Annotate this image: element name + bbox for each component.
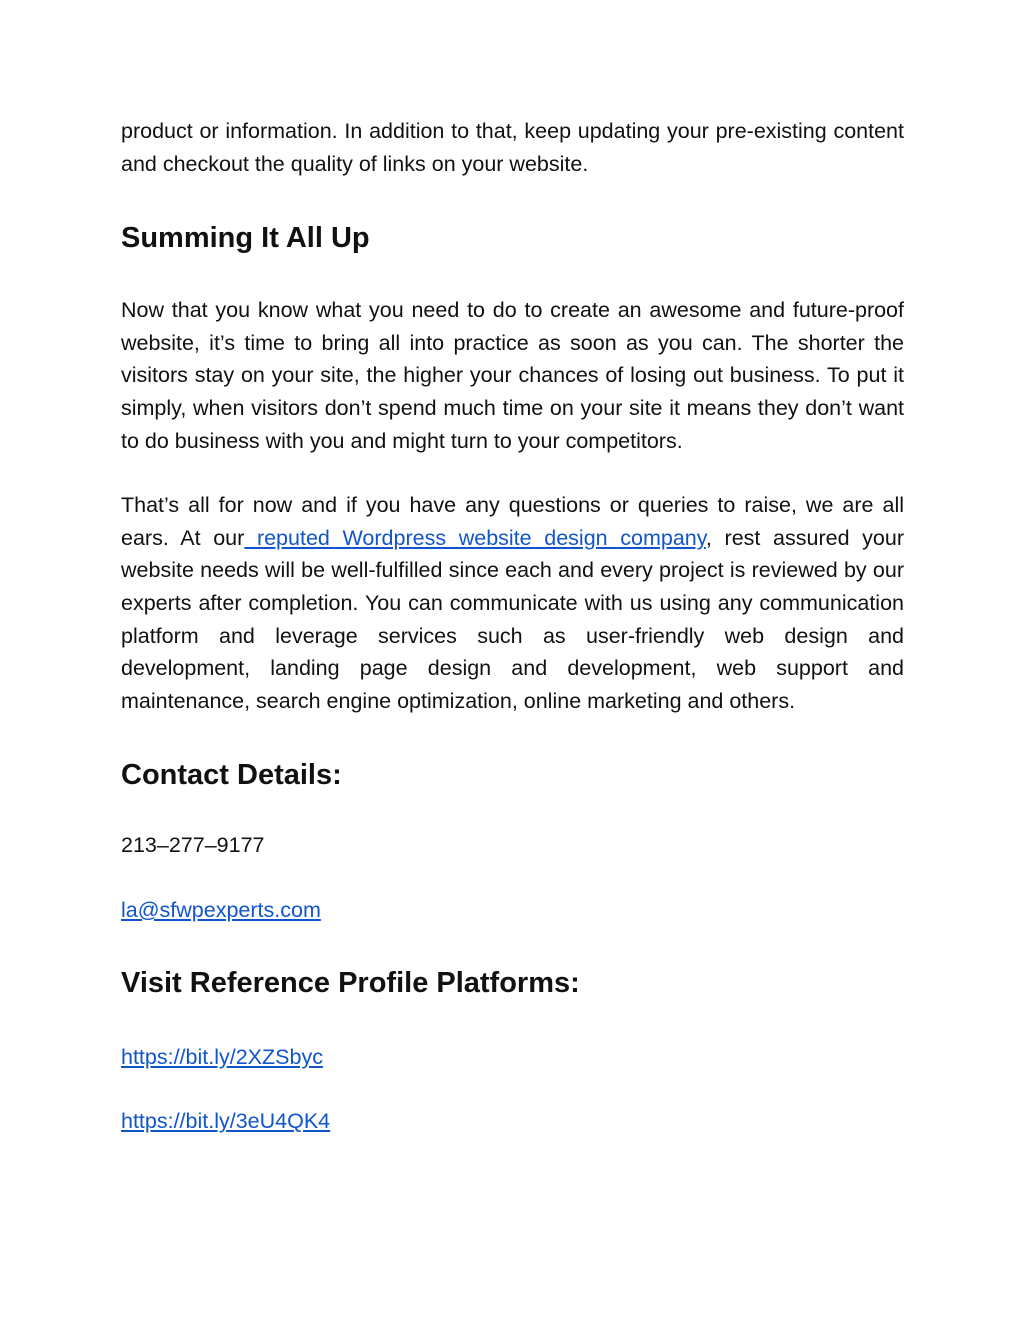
document-page — [121, 115, 904, 1138]
contact-email-link[interactable]: la@sfwpexperts.com — [121, 897, 321, 922]
thats-all-before-text: That’s all for now and if you have any questions or queries to raise, we are all ears. At our — [121, 493, 904, 550]
platforms-heading: Visit Reference Profile Platforms: — [121, 966, 580, 999]
company-link[interactable] — [244, 526, 706, 550]
thats-all-paragraph — [121, 489, 904, 717]
platform-link-line-1 — [121, 1041, 904, 1074]
summing-heading: Summing It All Up — [121, 222, 370, 255]
intro-paragraph: product or information. In addition to that, keep updating your pre-existing content and checkout the quality of links on your website. — [121, 119, 904, 176]
platform-link-line-2 — [121, 1105, 904, 1138]
summing-paragraph: Now that you know what you need to do to create an awesome and future-proof website, it’s time to bring all into practice as soon as you can. The shorter the visitors stay on your site, the higher your chances of losing out business. To put it simply, when visitors don’t spend much time on your site it means they don’t want to do business with you and might turn to your competitors. — [121, 298, 904, 453]
platform-link-2[interactable]: https://bit.ly/3eU4QK4 — [121, 1109, 331, 1134]
thats-all-after-text: , rest assured your website needs will be well-fulfilled since each and every project is reviewed by our experts after completion. You can communicate with us using any communication platform and leverage services such as user-friendly web design and development, landing page design and development, web support and maintenance, search engine optimization, online marketing and others. — [121, 525, 904, 713]
company-link-bold: Wordpress website design company — [342, 525, 706, 550]
platform-link-1[interactable]: https://bit.ly/2XZSbyc — [121, 1044, 323, 1069]
contact-email-line — [121, 894, 904, 927]
company-link-plain: reputed — [244, 525, 343, 550]
contact-heading: Contact Details: — [121, 759, 342, 792]
contact-phone: 213–277–9177 — [121, 833, 265, 858]
